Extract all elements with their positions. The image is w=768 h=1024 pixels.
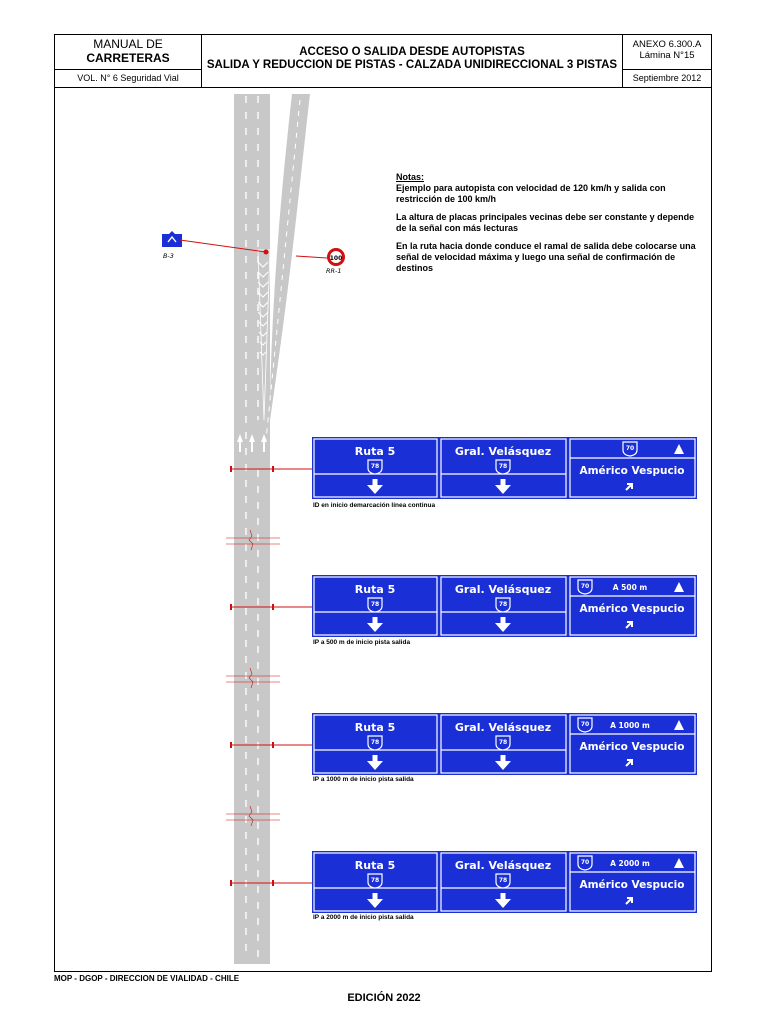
date-label: Septiembre 2012 [632,73,702,83]
manual-title: MANUAL DE [93,37,163,51]
panel4-right-route: 70 [580,859,590,866]
sheet-title-line1: ACCESO O SALIDA DESDE AUTOPISTAS [299,46,525,58]
panel3-left-title: Ruta 5 [354,721,396,734]
panel4-left-route: 78 [370,877,380,884]
panel1-mid-route: 78 [498,463,508,470]
caption-gantry-4: IP a 2000 m de inicio pista salida [313,914,414,921]
note-3: En la ruta hacia donde conduce el ramal de salida debe colocarse una señal de velocidad máxima y luego una señal de confirmación de destinos [396,241,696,273]
sheet-number: Lámina N°15 [639,50,695,61]
sign-rr1 [296,250,344,276]
sign-gantry-1 [231,437,697,499]
panel3-left-route: 78 [370,739,380,746]
annex-label: ANEXO 6.300.A [632,39,702,50]
panel2-mid-route: 78 [498,601,508,608]
panel4-mid-route: 78 [498,877,508,884]
sheet-title-line2: SALIDA Y REDUCCION DE PISTAS - CALZADA UNIDIRECCIONAL 3 PISTAS [206,59,618,71]
panel1-mid-title: Gral. Velásquez [454,445,552,458]
panel4-distance: A 2000 m [610,859,650,868]
panel2-right-title: Américo Vespucio [579,603,685,615]
panel4-right-title: Américo Vespucio [579,879,685,891]
note-1: Ejemplo para autopista con velocidad de 120 km/h y salida con restricción de 100 km/h [396,183,666,204]
panel3-mid-title: Gral. Velásquez [454,721,552,734]
panel1-right-title: Américo Vespucio [579,465,685,477]
b3-label: B-3 [163,252,174,260]
caption-gantry-2: IP a 500 m de inicio pista salida [313,639,411,646]
panel1-left-route: 78 [370,463,380,470]
panel2-left-route: 78 [370,601,380,608]
caption-gantry-3: IP a 1000 m de inicio pista salida [313,776,414,783]
panel1-left-title: Ruta 5 [354,445,396,458]
volume-label: VOL. N° 6 Seguridad Vial [55,70,202,87]
speed-value: 100 [329,255,343,262]
edition-label: EDICIÓN 2022 [347,992,421,1004]
sign-gantry-4 [231,851,697,913]
main-road [234,94,270,964]
panel3-right-title: Américo Vespucio [579,741,685,753]
rr1-label: RR-1 [326,267,342,275]
panel3-right-route: 70 [580,721,590,728]
panel4-left-title: Ruta 5 [354,859,396,872]
sign-gantry-2 [231,575,697,637]
footer-agency: MOP - DGOP - DIRECCION DE VIALIDAD - CHILE [54,974,240,983]
panel2-right-route: 70 [580,583,590,590]
panel2-left-title: Ruta 5 [354,583,396,596]
notes-block [396,172,696,281]
panel1-right-route: 70 [625,445,635,452]
panel3-distance: A 1000 m [610,721,650,730]
caption-gantry-1: ID en inicio demarcación línea continua [313,502,436,509]
panel3-mid-route: 78 [498,739,508,746]
panel2-mid-title: Gral. Velásquez [454,583,552,596]
notes-heading: Notas: [396,172,425,182]
sign-gantry-3 [231,713,697,775]
panel2-distance: A 500 m [612,583,648,592]
panel4-mid-title: Gral. Velásquez [454,859,552,872]
manual-subtitle: CARRETERAS [86,51,170,65]
note-2: La altura de placas principales vecinas debe ser constante y depende de la señal con más lecturas [396,212,695,233]
